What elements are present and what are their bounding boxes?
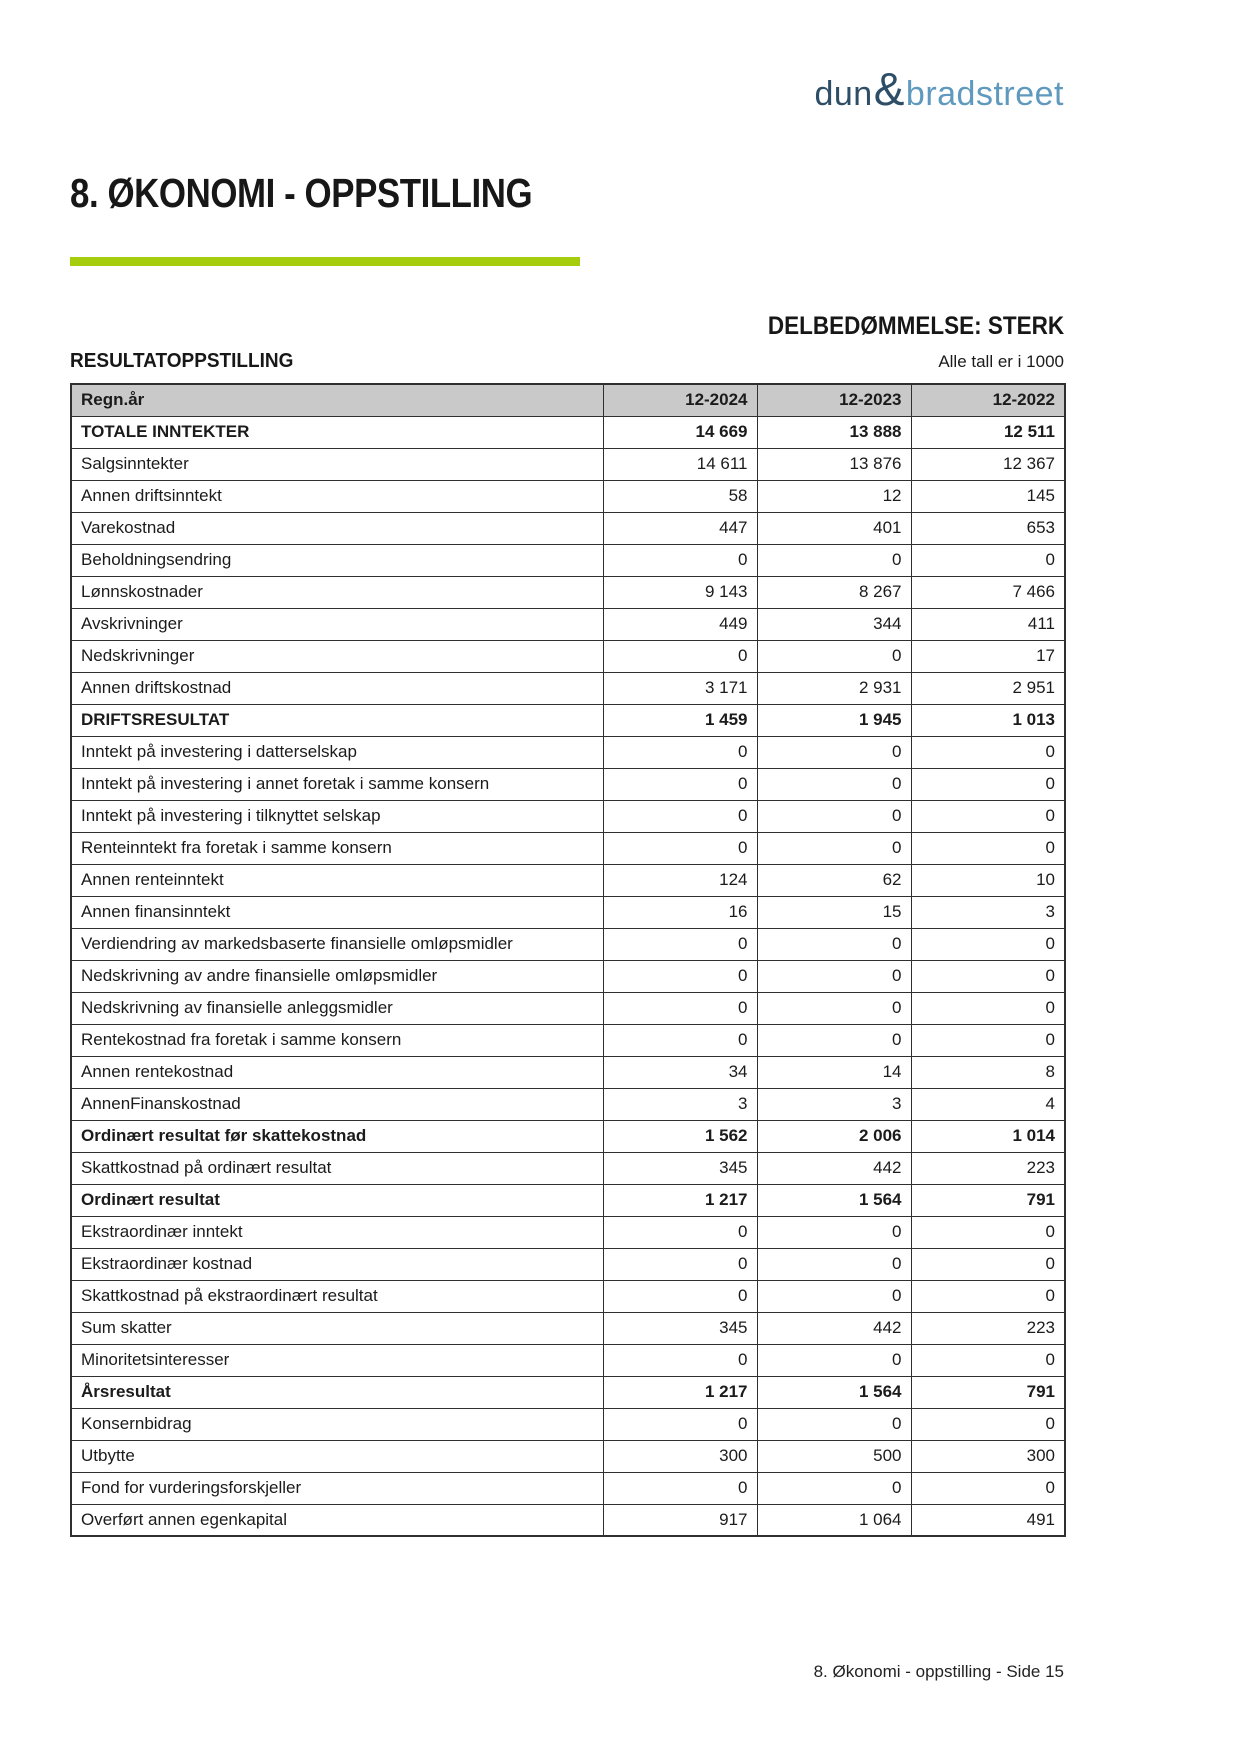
cell-value: 442 xyxy=(757,1312,911,1344)
row-label: Annen driftsinntekt xyxy=(71,480,603,512)
cell-value: 14 xyxy=(757,1056,911,1088)
cell-value: 8 267 xyxy=(757,576,911,608)
cell-value: 223 xyxy=(911,1152,1065,1184)
table-row xyxy=(71,1440,1065,1472)
cell-value: 0 xyxy=(603,1408,757,1440)
cell-value: 3 xyxy=(603,1088,757,1120)
units-note: Alle tall er i 1000 xyxy=(938,352,1064,371)
row-label: Ordinært resultat før skattekostnad xyxy=(71,1120,603,1152)
page-footer: 8. Økonomi - oppstilling - Side 15 xyxy=(813,1662,1064,1681)
table-row xyxy=(71,1152,1065,1184)
row-label: Inntekt på investering i tilknyttet selskap xyxy=(71,800,603,832)
table-row xyxy=(71,992,1065,1024)
cell-value: 300 xyxy=(911,1440,1065,1472)
cell-value: 0 xyxy=(603,1280,757,1312)
row-label: Nedskrivninger xyxy=(71,640,603,672)
income-statement-table xyxy=(70,383,1066,1537)
cell-value: 0 xyxy=(757,1344,911,1376)
cell-value: 13 888 xyxy=(757,416,911,448)
cell-value: 10 xyxy=(911,864,1065,896)
cell-value: 0 xyxy=(911,928,1065,960)
table-row xyxy=(71,800,1065,832)
table-header-row xyxy=(71,384,1065,416)
cell-value: 0 xyxy=(603,1024,757,1056)
row-label: Annen finansinntekt xyxy=(71,896,603,928)
cell-value: 0 xyxy=(757,1024,911,1056)
cell-value: 491 xyxy=(911,1504,1065,1536)
cell-value: 0 xyxy=(911,1344,1065,1376)
cell-value: 2 931 xyxy=(757,672,911,704)
cell-value: 1 945 xyxy=(757,704,911,736)
cell-value: 145 xyxy=(911,480,1065,512)
cell-value: 0 xyxy=(757,1216,911,1248)
cell-value: 62 xyxy=(757,864,911,896)
row-label: Utbytte xyxy=(71,1440,603,1472)
page-title: 8. ØKONOMI - OPPSTILLING xyxy=(70,170,533,216)
cell-value: 58 xyxy=(603,480,757,512)
cell-value: 0 xyxy=(911,832,1065,864)
cell-value: 0 xyxy=(911,960,1065,992)
cell-value: 791 xyxy=(911,1376,1065,1408)
sub-assessment-heading: DELBEDØMMELSE: STERK xyxy=(767,312,1064,340)
row-label: Årsresultat xyxy=(71,1376,603,1408)
table-row xyxy=(71,1024,1065,1056)
row-label: AnnenFinanskostnad xyxy=(71,1088,603,1120)
header-12-2022: 12-2022 xyxy=(911,384,1065,416)
cell-value: 0 xyxy=(603,928,757,960)
cell-value: 0 xyxy=(603,1344,757,1376)
cell-value: 34 xyxy=(603,1056,757,1088)
cell-value: 13 876 xyxy=(757,448,911,480)
cell-value: 0 xyxy=(757,1472,911,1504)
table-row xyxy=(71,1056,1065,1088)
cell-value: 0 xyxy=(603,1216,757,1248)
cell-value: 1 014 xyxy=(911,1120,1065,1152)
cell-value: 1 217 xyxy=(603,1184,757,1216)
cell-value: 0 xyxy=(911,800,1065,832)
row-label: Varekostnad xyxy=(71,512,603,544)
table-row xyxy=(71,1344,1065,1376)
cell-value: 0 xyxy=(757,800,911,832)
cell-value: 0 xyxy=(603,960,757,992)
cell-value: 9 143 xyxy=(603,576,757,608)
table-row xyxy=(71,1120,1065,1152)
cell-value: 124 xyxy=(603,864,757,896)
cell-value: 1 217 xyxy=(603,1376,757,1408)
cell-value: 3 xyxy=(757,1088,911,1120)
cell-value: 0 xyxy=(757,832,911,864)
cell-value: 0 xyxy=(603,1472,757,1504)
row-label: Skattkostnad på ordinært resultat xyxy=(71,1152,603,1184)
table-row xyxy=(71,896,1065,928)
cell-value: 0 xyxy=(757,928,911,960)
row-label: Overført annen egenkapital xyxy=(71,1504,603,1536)
row-label: Salgsinntekter xyxy=(71,448,603,480)
cell-value: 0 xyxy=(911,992,1065,1024)
cell-value: 0 xyxy=(911,1280,1065,1312)
row-label: Fond for vurderingsforskjeller xyxy=(71,1472,603,1504)
row-label: Nedskrivning av andre finansielle omløpsmidler xyxy=(71,960,603,992)
header-12-2024: 12-2024 xyxy=(603,384,757,416)
cell-value: 449 xyxy=(603,608,757,640)
cell-value: 500 xyxy=(757,1440,911,1472)
row-label: Rentekostnad fra foretak i samme konsern xyxy=(71,1024,603,1056)
row-label: TOTALE INNTEKTER xyxy=(71,416,603,448)
cell-value: 223 xyxy=(911,1312,1065,1344)
table-row xyxy=(71,864,1065,896)
cell-value: 0 xyxy=(911,736,1065,768)
table-row xyxy=(71,1376,1065,1408)
row-label: Beholdningsendring xyxy=(71,544,603,576)
cell-value: 0 xyxy=(603,1248,757,1280)
cell-value: 344 xyxy=(757,608,911,640)
table-row xyxy=(71,608,1065,640)
cell-value: 8 xyxy=(911,1056,1065,1088)
cell-value: 791 xyxy=(911,1184,1065,1216)
table-row xyxy=(71,576,1065,608)
cell-value: 1 013 xyxy=(911,704,1065,736)
row-label: Konsernbidrag xyxy=(71,1408,603,1440)
row-label: Inntekt på investering i datterselskap xyxy=(71,736,603,768)
title-accent-bar xyxy=(70,257,580,266)
cell-value: 442 xyxy=(757,1152,911,1184)
cell-value: 345 xyxy=(603,1312,757,1344)
table-row xyxy=(71,1088,1065,1120)
cell-value: 447 xyxy=(603,512,757,544)
row-label: Ekstraordinær kostnad xyxy=(71,1248,603,1280)
row-label: Annen rentekostnad xyxy=(71,1056,603,1088)
logo-text-bradstreet: bradstreet xyxy=(905,75,1064,113)
cell-value: 0 xyxy=(757,736,911,768)
cell-value: 1 564 xyxy=(757,1184,911,1216)
cell-value: 12 xyxy=(757,480,911,512)
cell-value: 7 466 xyxy=(911,576,1065,608)
table-row xyxy=(71,928,1065,960)
cell-value: 0 xyxy=(757,992,911,1024)
row-label: Nedskrivning av finansielle anleggsmidler xyxy=(71,992,603,1024)
row-label: Skattkostnad på ekstraordinært resultat xyxy=(71,1280,603,1312)
cell-value: 14 611 xyxy=(603,448,757,480)
cell-value: 0 xyxy=(911,1248,1065,1280)
row-label: Avskrivninger xyxy=(71,608,603,640)
cell-value: 2 951 xyxy=(911,672,1065,704)
table-row xyxy=(71,480,1065,512)
cell-value: 0 xyxy=(757,1408,911,1440)
cell-value: 345 xyxy=(603,1152,757,1184)
cell-value: 0 xyxy=(911,1024,1065,1056)
table-row xyxy=(71,1312,1065,1344)
row-label: Verdiendring av markedsbaserte finansielle omløpsmidler xyxy=(71,928,603,960)
table-row xyxy=(71,512,1065,544)
header-regnaar: Regn.år xyxy=(71,384,603,416)
cell-value: 0 xyxy=(757,640,911,672)
cell-value: 0 xyxy=(757,1248,911,1280)
table-row xyxy=(71,1248,1065,1280)
table-row xyxy=(71,448,1065,480)
table-row xyxy=(71,832,1065,864)
cell-value: 411 xyxy=(911,608,1065,640)
statement-heading: RESULTATOPPSTILLING xyxy=(70,350,294,372)
row-label: DRIFTSRESULTAT xyxy=(71,704,603,736)
table-row xyxy=(71,960,1065,992)
cell-value: 3 171 xyxy=(603,672,757,704)
cell-value: 401 xyxy=(757,512,911,544)
cell-value: 653 xyxy=(911,512,1065,544)
table-row xyxy=(71,544,1065,576)
cell-value: 0 xyxy=(603,832,757,864)
table-row xyxy=(71,1184,1065,1216)
cell-value: 0 xyxy=(911,768,1065,800)
cell-value: 917 xyxy=(603,1504,757,1536)
row-label: Minoritetsinteresser xyxy=(71,1344,603,1376)
cell-value: 0 xyxy=(911,1408,1065,1440)
table-row xyxy=(71,640,1065,672)
cell-value: 0 xyxy=(911,1472,1065,1504)
row-label: Sum skatter xyxy=(71,1312,603,1344)
cell-value: 2 006 xyxy=(757,1120,911,1152)
cell-value: 4 xyxy=(911,1088,1065,1120)
cell-value: 1 564 xyxy=(757,1376,911,1408)
cell-value: 0 xyxy=(603,800,757,832)
row-label: Ekstraordinær inntekt xyxy=(71,1216,603,1248)
table-row xyxy=(71,1408,1065,1440)
table-row xyxy=(71,1280,1065,1312)
row-label: Lønnskostnader xyxy=(71,576,603,608)
cell-value: 0 xyxy=(757,1280,911,1312)
table-row xyxy=(71,1472,1065,1504)
cell-value: 1 064 xyxy=(757,1504,911,1536)
cell-value: 1 562 xyxy=(603,1120,757,1152)
cell-value: 17 xyxy=(911,640,1065,672)
row-label: Renteinntekt fra foretak i samme konsern xyxy=(71,832,603,864)
cell-value: 0 xyxy=(603,768,757,800)
dun-bradstreet-logo xyxy=(814,63,1064,115)
table-row xyxy=(71,416,1065,448)
cell-value: 14 669 xyxy=(603,416,757,448)
cell-value: 0 xyxy=(757,768,911,800)
row-label: Annen renteinntekt xyxy=(71,864,603,896)
table-body xyxy=(71,416,1065,1536)
ampersand-icon: & xyxy=(873,63,905,115)
table-row xyxy=(71,704,1065,736)
table-row xyxy=(71,1504,1065,1536)
cell-value: 300 xyxy=(603,1440,757,1472)
row-label: Annen driftskostnad xyxy=(71,672,603,704)
cell-value: 0 xyxy=(757,960,911,992)
cell-value: 1 459 xyxy=(603,704,757,736)
cell-value: 12 511 xyxy=(911,416,1065,448)
cell-value: 0 xyxy=(911,544,1065,576)
logo-text-dun: dun xyxy=(814,75,873,113)
table-row xyxy=(71,736,1065,768)
header-12-2023: 12-2023 xyxy=(757,384,911,416)
cell-value: 0 xyxy=(757,544,911,576)
table-row xyxy=(71,1216,1065,1248)
cell-value: 0 xyxy=(603,544,757,576)
cell-value: 0 xyxy=(603,992,757,1024)
cell-value: 15 xyxy=(757,896,911,928)
row-label: Ordinært resultat xyxy=(71,1184,603,1216)
table-row xyxy=(71,768,1065,800)
cell-value: 12 367 xyxy=(911,448,1065,480)
cell-value: 0 xyxy=(911,1216,1065,1248)
row-label: Inntekt på investering i annet foretak i samme konsern xyxy=(71,768,603,800)
table-row xyxy=(71,672,1065,704)
cell-value: 3 xyxy=(911,896,1065,928)
cell-value: 0 xyxy=(603,736,757,768)
cell-value: 16 xyxy=(603,896,757,928)
cell-value: 0 xyxy=(603,640,757,672)
